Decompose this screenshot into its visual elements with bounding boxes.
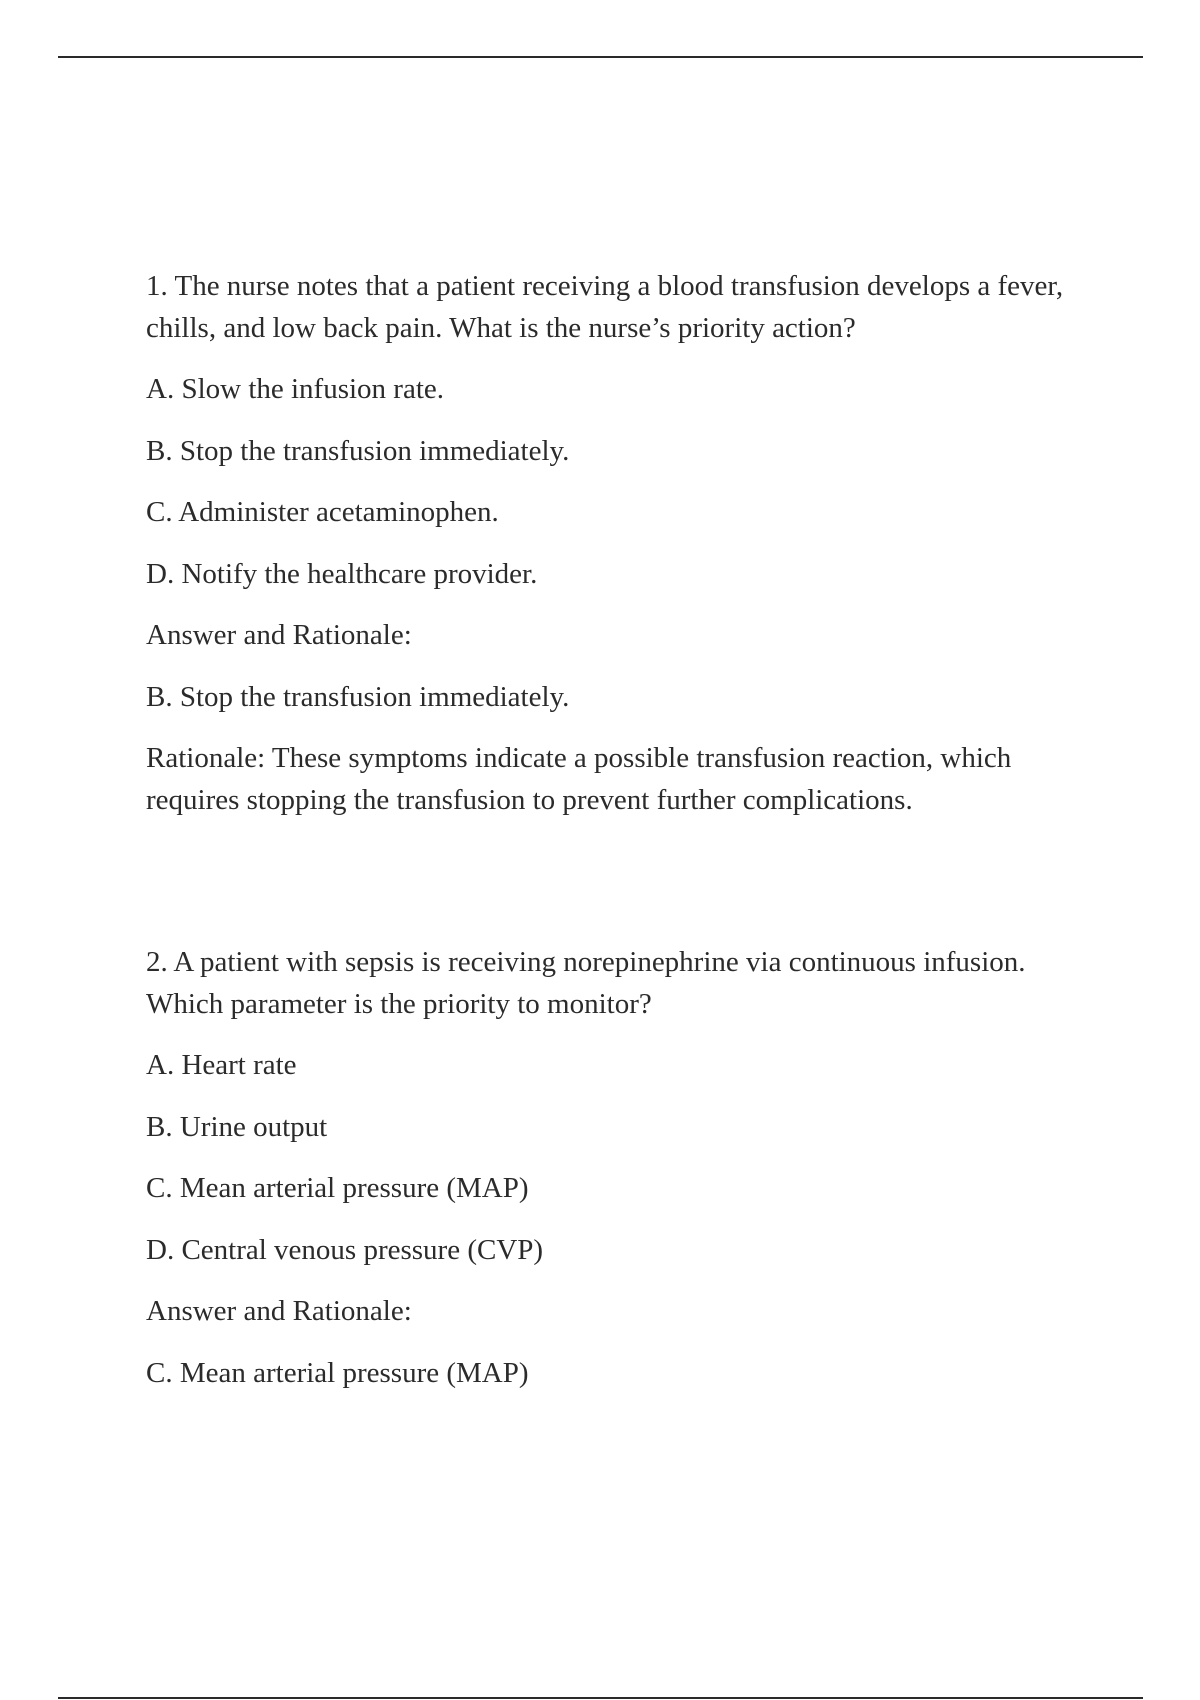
bottom-rule [58, 1697, 1143, 1699]
option-a: A. Heart rate [146, 1049, 297, 1081]
option-c: C. Mean arterial pressure (MAP) [146, 1172, 529, 1204]
question-2 [146, 942, 1096, 1414]
answer: C. Mean arterial pressure (MAP) [146, 1356, 529, 1389]
question-stem: 1. The nurse notes that a patient receiving a blood transfusion develops a fever, chills, and low back pain. What is the nurse’s priority action? [146, 270, 1064, 344]
rationale: Rationale: These symptoms indicate a possible transfusion reaction, which requires stopping the transfusion to prevent further complications. [146, 742, 1012, 816]
answer-heading: Answer and Rationale: [146, 1295, 412, 1327]
option-c: C. Administer acetaminophen. [146, 496, 499, 528]
option-b: B. Stop the transfusion immediately. [146, 434, 570, 467]
question-1 [146, 266, 1096, 841]
option-d: D. Notify the healthcare provider. [146, 557, 538, 590]
option-b: B. Urine output [146, 1110, 328, 1143]
option-a: A. Slow the infusion rate. [146, 373, 445, 405]
answer: B. Stop the transfusion immediately. [146, 680, 570, 713]
answer-heading: Answer and Rationale: [146, 619, 412, 651]
question-stem: 2. A patient with sepsis is receiving norepinephrine via continuous infusion. Which parameter is the priority to monitor? [146, 946, 1026, 1020]
option-d: D. Central venous pressure (CVP) [146, 1233, 544, 1266]
top-rule [58, 56, 1143, 58]
